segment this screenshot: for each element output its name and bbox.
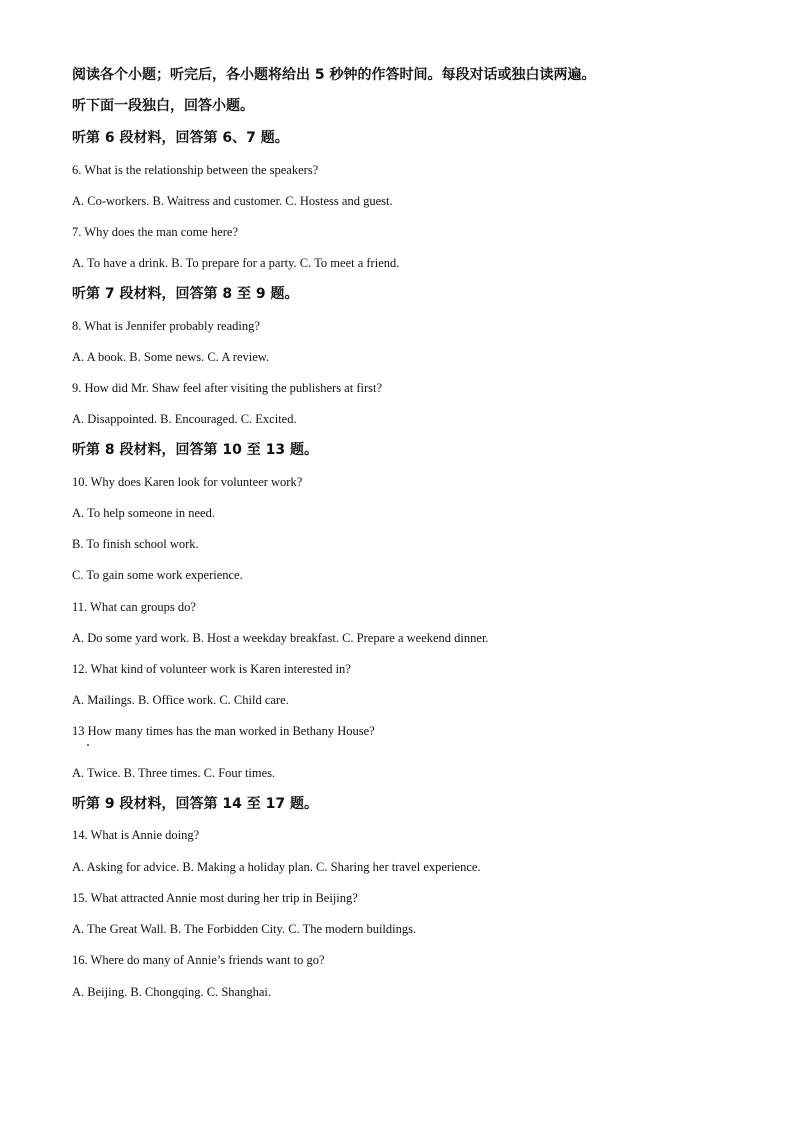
- question-7-options: A. To have a drink. B. To prepare for a party. C. To meet a friend.: [72, 256, 400, 270]
- question-14: 14. What is Annie doing?: [72, 828, 200, 842]
- question-10-option-c: C. To gain some work experience.: [72, 568, 243, 582]
- stray-dot: [87, 744, 89, 746]
- question-16: 16. Where do many of Annie’s friends want to go?: [72, 953, 325, 967]
- question-6: 6. What is the relationship between the speakers?: [72, 163, 319, 177]
- section-8-heading: 听第 8 段材料，回答第 10 至 13 题。: [72, 442, 318, 458]
- question-10: 10. Why does Karen look for volunteer work?: [72, 475, 303, 489]
- question-9-options: A. Disappointed. B. Encouraged. C. Excited.: [72, 412, 297, 426]
- question-11: 11. What can groups do?: [72, 600, 196, 614]
- instructions-heading: 阅读各个小题；听完后，各小题将给出 5 秒钟的作答时间。每段对话或独白读两遍。: [72, 67, 596, 83]
- question-8-options: A. A book. B. Some news. C. A review.: [72, 350, 270, 364]
- question-16-options: A. Beijing. B. Chongqing. C. Shanghai.: [72, 985, 271, 999]
- question-6-options: A. Co-workers. B. Waitress and customer. C. Hostess and guest.: [72, 194, 393, 208]
- question-7: 7. Why does the man come here?: [72, 225, 239, 239]
- question-14-options: A. Asking for advice. B. Making a holiday plan. C. Sharing her travel experience.: [72, 860, 481, 874]
- section-7-heading: 听第 7 段材料，回答第 8 至 9 题。: [72, 286, 299, 302]
- question-8: 8. What is Jennifer probably reading?: [72, 319, 260, 333]
- monologue-heading: 听下面一段独白，回答小题。: [72, 98, 254, 114]
- question-13-options: A. Twice. B. Three times. C. Four times.: [72, 766, 276, 780]
- question-10-option-b: B. To finish school work.: [72, 537, 199, 551]
- section-9-heading: 听第 9 段材料，回答第 14 至 17 题。: [72, 796, 318, 812]
- question-15-options: A. The Great Wall. B. The Forbidden City. C. The modern buildings.: [72, 922, 417, 936]
- question-12: 12. What kind of volunteer work is Karen interested in?: [72, 662, 351, 676]
- question-15: 15. What attracted Annie most during her trip in Beijing?: [72, 891, 358, 905]
- question-11-options: A. Do some yard work. B. Host a weekday breakfast. C. Prepare a weekend dinner.: [72, 631, 489, 645]
- question-10-option-a: A. To help someone in need.: [72, 506, 215, 520]
- question-9: 9. How did Mr. Shaw feel after visiting the publishers at first?: [72, 381, 383, 395]
- section-6-heading: 听第 6 段材料，回答第 6、7 题。: [72, 130, 289, 146]
- question-13: 13 How many times has the man worked in Bethany House?: [72, 724, 375, 738]
- question-12-options: A. Mailings. B. Office work. C. Child care.: [72, 693, 289, 707]
